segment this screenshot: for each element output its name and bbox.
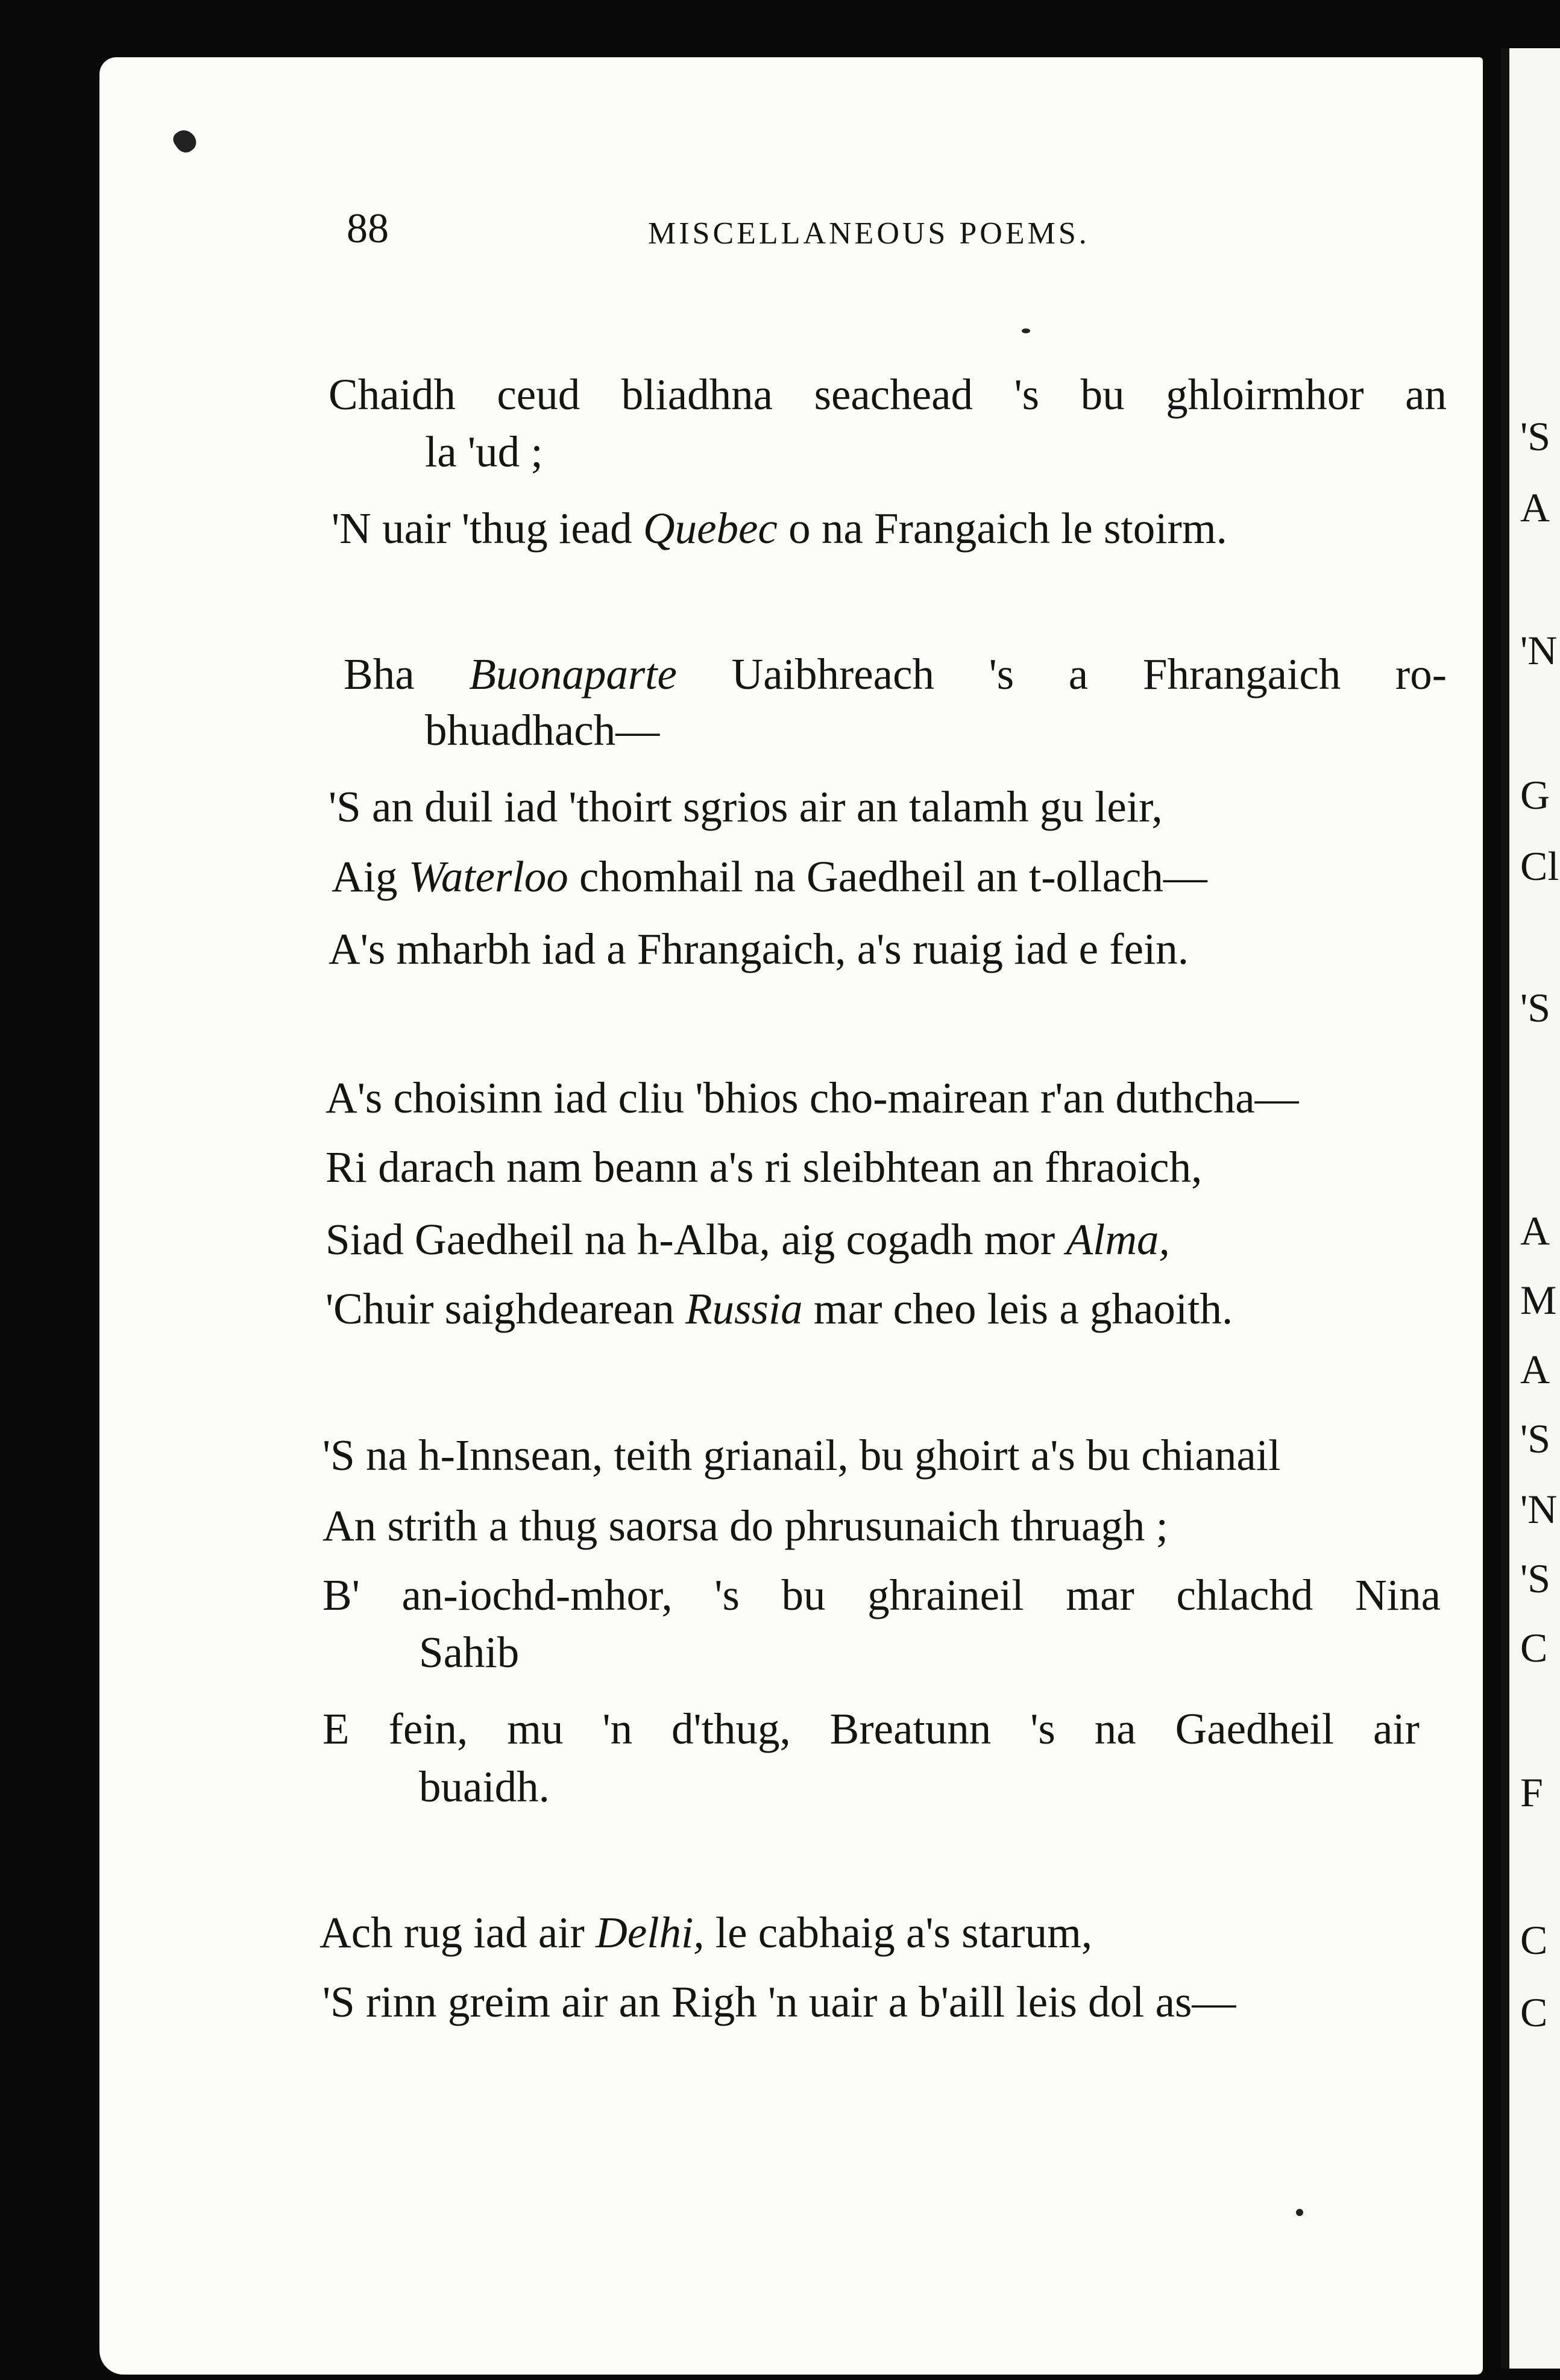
facing-fragment: 'S: [1520, 985, 1551, 1031]
facing-fragment: 'S: [1520, 413, 1551, 459]
line-text: Sahib: [419, 1628, 520, 1677]
facing-fragment: C: [1520, 1989, 1548, 2035]
line-text: Bha: [344, 650, 470, 699]
line-text: bhuadhach—: [425, 706, 660, 755]
poem-line: [344, 650, 1447, 699]
line-text: 'Chuir saighdearean: [326, 1284, 685, 1333]
line-text: A's choisinn iad cliu 'bhios cho-mairean r'an duthcha—: [326, 1073, 1299, 1122]
italic-name: Buonaparte: [469, 650, 677, 699]
poem-line: [326, 1143, 1444, 1192]
line-text: Siad Gaedheil na h-Alba, aig cogadh mor: [326, 1215, 1066, 1264]
line-text: Chaidh ceud bliadhna seachead 's bu ghloirmhor an: [329, 370, 1447, 419]
line-text: 'N uair 'thug iead: [332, 504, 643, 553]
poem-line-continuation: [329, 427, 1447, 476]
facing-fragment: G: [1520, 772, 1550, 818]
line-text: Ach rug iad air: [319, 1908, 596, 1957]
facing-fragment: A: [1520, 1208, 1550, 1254]
line-text: Uaibhreach 's a Fhrangaich ro-: [676, 650, 1447, 699]
facing-fragment: C: [1520, 1917, 1548, 1963]
poem-line: [332, 852, 1450, 901]
facing-fragment: F: [1520, 1769, 1543, 1815]
line-text: Aig: [332, 852, 409, 901]
italic-place-name: Russia: [685, 1284, 803, 1333]
facing-fragment: Cl: [1520, 843, 1559, 889]
line-text: le cabhaig a's starum,: [704, 1908, 1093, 1957]
poem-line-continuation: [322, 1628, 1441, 1677]
line-text: B' an-iochd-mhor, 's bu ghraineil mar chlachd Nina: [322, 1571, 1441, 1619]
line-text: Ri darach nam beann a's ri sleibhtean an fhraoich,: [326, 1143, 1203, 1192]
poem-line: [329, 782, 1447, 831]
facing-fragment: 'S: [1520, 1416, 1551, 1462]
poem-line: [322, 1573, 1441, 1617]
poem-line: [326, 1284, 1444, 1333]
facing-page-edge: [1501, 48, 1560, 2369]
facing-fragment: A: [1520, 1346, 1550, 1392]
poem-line: [319, 1908, 1438, 1957]
line-text: buaidh.: [419, 1762, 550, 1811]
line-text: 'S rinn greim air an Righ 'n uair a b'aill leis dol as—: [322, 1977, 1236, 2026]
line-text: o na Frangaich le stoirm.: [777, 504, 1227, 553]
facing-fragment: A: [1520, 485, 1550, 530]
line-text: E fein, mu 'n d'thug, Breatunn 's na Gaedheil air: [322, 1704, 1420, 1753]
italic-place-name: Alma,: [1066, 1215, 1170, 1264]
italic-place-name: Waterloo: [408, 852, 568, 901]
poem-line: [326, 1073, 1444, 1122]
poem-line-continuation: [329, 706, 1447, 755]
poem-line-continuation: [322, 1762, 1441, 1811]
poem-line: [332, 504, 1450, 553]
poem-line: [322, 1977, 1441, 2026]
page-number: 88: [347, 206, 389, 252]
poem-line: [322, 1431, 1441, 1480]
ink-speck: [1022, 328, 1030, 333]
running-head: MISCELLANEOUS POEMS.: [648, 216, 1090, 251]
line-text: 'S na h-Innsean, teith grianail, bu ghoirt a's bu chianail: [322, 1431, 1281, 1480]
facing-fragment: 'S: [1520, 1556, 1551, 1601]
line-text: la 'ud ;: [425, 427, 543, 476]
gutter-shadow: [1501, 48, 1509, 2369]
facing-fragment: M: [1520, 1277, 1557, 1323]
poem-line: [322, 1501, 1441, 1550]
italic-place-name: Quebec: [643, 504, 778, 553]
facing-fragment: 'N: [1520, 1486, 1558, 1532]
poem-line: [329, 927, 1447, 971]
line-text: chomhail na Gaedheil an t-ollach—: [568, 852, 1207, 901]
italic-place-name: Delhi,: [596, 1908, 705, 1957]
poem-line: [322, 1704, 1420, 1753]
poem-line: [329, 370, 1447, 419]
line-text: mar cheo leis a ghaoith.: [802, 1284, 1233, 1333]
facing-fragment: 'N: [1520, 627, 1558, 673]
poem-line: [326, 1215, 1444, 1264]
ink-speck: [1296, 2209, 1303, 2216]
facing-fragment: C: [1520, 1625, 1548, 1671]
line-text: A's mharbh iad a Fhrangaich, a's ruaig iad e fein.: [329, 925, 1189, 973]
line-text: An strith a thug saorsa do phrusunaich thruagh ;: [322, 1501, 1168, 1550]
line-text: 'S an duil iad 'thoirt sgrios air an talamh gu leir,: [329, 782, 1163, 831]
